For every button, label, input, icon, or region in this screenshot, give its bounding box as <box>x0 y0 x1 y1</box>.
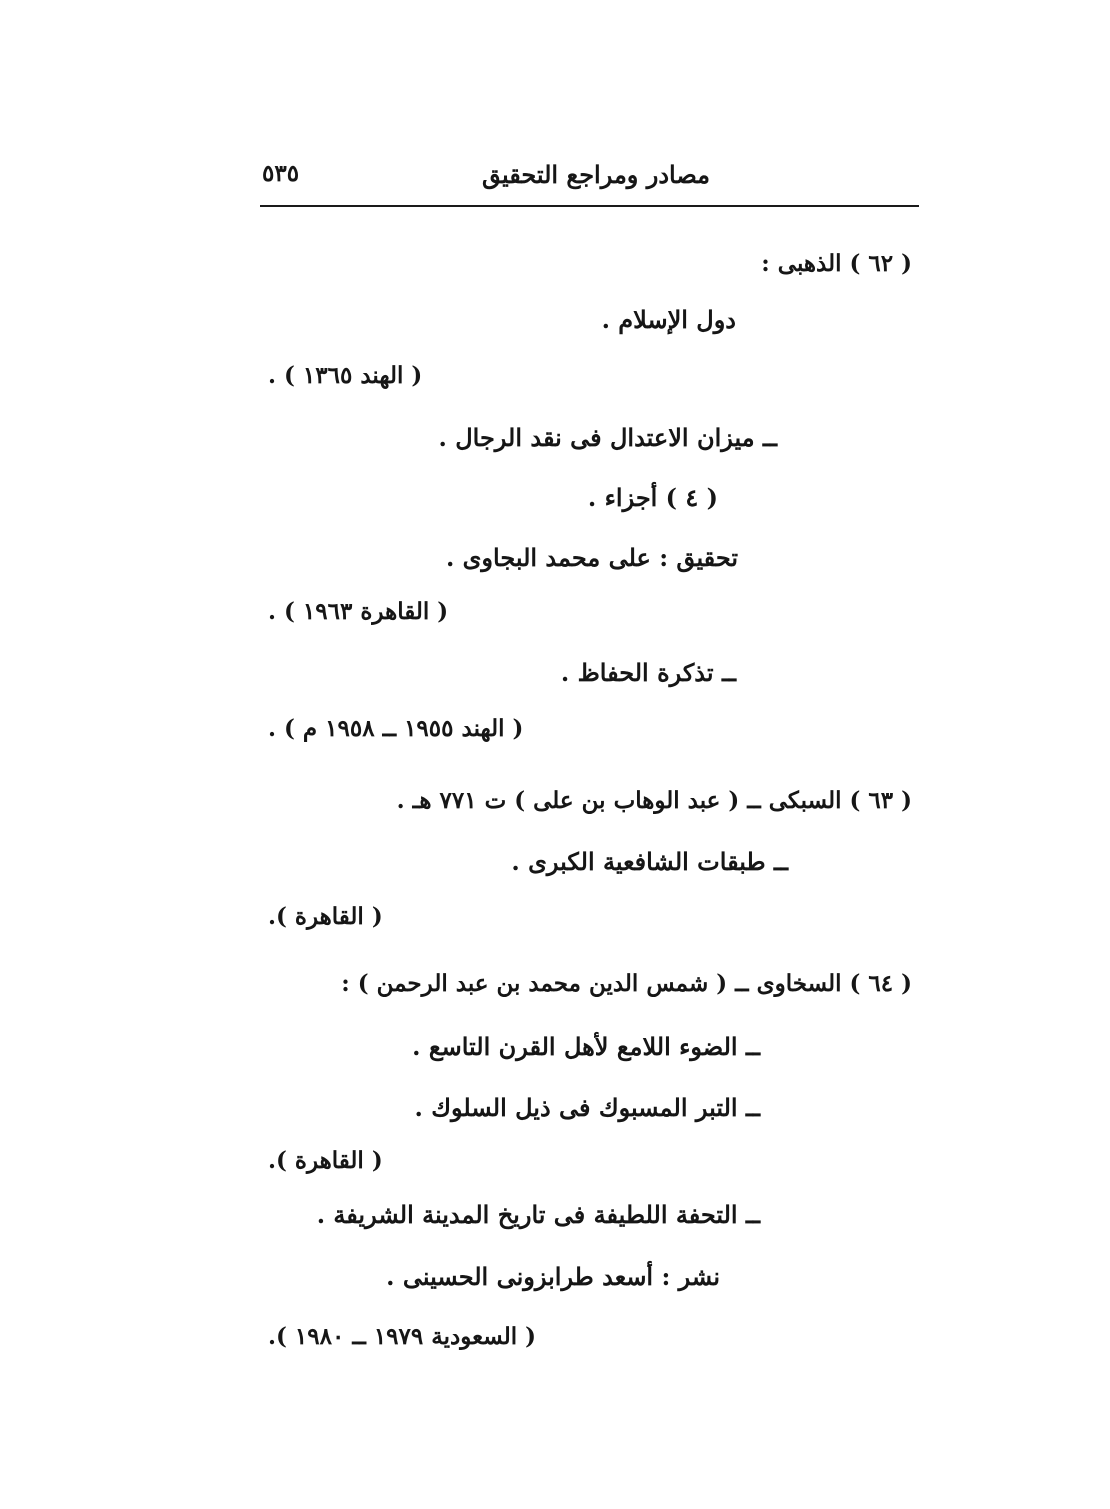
entry-64-work-1: ــ الضوء اللامع لأهل القرن التاسع . <box>412 1032 760 1061</box>
entry-62-publication-1: ( الهند ١٣٦٥ ) . <box>268 362 423 389</box>
entry-63-work-1: ــ طبقات الشافعية الكبرى . <box>511 847 788 876</box>
header-rule <box>260 205 919 207</box>
entry-62-work-1: دول الإسلام . <box>601 305 736 334</box>
entry-62-editor: تحقيق : على محمد البجاوى . <box>445 543 738 572</box>
entry-64-publication-2: ( السعودية ١٩٧٩ ــ ١٩٨٠ ). <box>268 1323 537 1350</box>
entry-64-heading: ( ٦٤ ) السخاوى ــ ( شمس الدين محمد بن عبد الرحمن ) : <box>341 970 912 997</box>
entry-64-work-3: ــ التحفة اللطيفة فى تاريخ المدينة الشريفة . <box>316 1200 760 1229</box>
entry-62-work-2: ــ ميزان الاعتدال فى نقد الرجال . <box>438 423 777 452</box>
running-header-title: مصادر ومراجع التحقيق <box>481 160 710 189</box>
page-number: ٥٣٥ <box>262 160 300 187</box>
entry-62-work-3: ــ تذكرة الحفاظ . <box>560 658 736 687</box>
entry-64-publication-1: ( القاهرة ). <box>268 1147 383 1174</box>
entry-63-publication-1: ( القاهرة ). <box>268 903 383 930</box>
entry-63-heading: ( ٦٣ ) السبكى ــ ( عبد الوهاب بن على ) ت ٧٧١ هـ . <box>396 787 912 814</box>
entry-62-publication-2: ( القاهرة ١٩٦٣ ) . <box>268 598 449 625</box>
entry-62-publication-3: ( الهند ١٩٥٥ ــ ١٩٥٨ م ) . <box>268 715 524 742</box>
entry-62-heading: ( ٦٢ ) الذهبى : <box>761 250 912 277</box>
entry-64-work-2: ــ التبر المسبوك فى ذيل السلوك . <box>414 1093 760 1122</box>
entry-64-publisher: نشر : أسعد طرابزونى الحسينى . <box>386 1262 720 1291</box>
entry-62-volumes: ( ٤ ) أجزاء . <box>587 483 718 512</box>
